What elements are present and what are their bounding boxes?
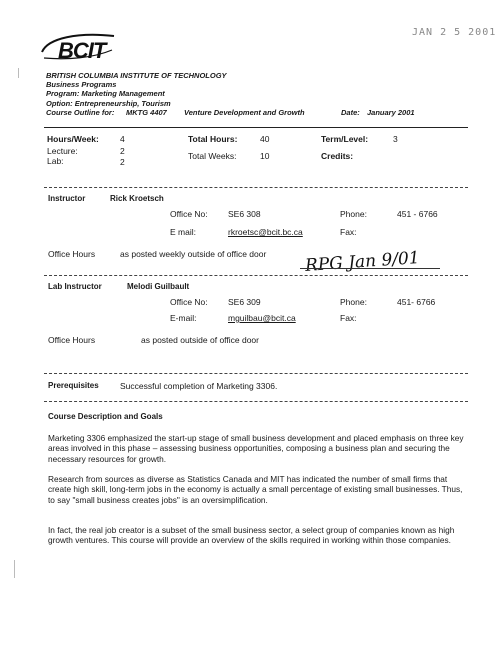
instructor-email-link[interactable]: rkroetsc@bcit.bc.ca [228,227,303,237]
divider [44,127,468,128]
program-line: Program: Marketing Management [46,89,165,98]
total-weeks-value: 10 [260,151,270,161]
lab-office-hours-label: Office Hours [48,335,96,345]
divider [44,187,468,188]
instructor-phone-value: 451 - 6766 [397,209,438,219]
description-paragraph-2: Research from sources as diverse as Statistics Canada and MIT has indicated the number of small firms that create high skill, long-term jobs in the economy is actually a small percentage of existing small businesses. Thus, to say "small business creates jobs" is an oversimplification. [48,474,463,505]
course-description-heading: Course Description and Goals [48,412,163,421]
lab-label: Lab: [47,156,64,166]
term-level-value: 3 [393,134,398,144]
credits-label: Credits: [321,151,354,161]
instructor-office-label: Office No: [170,209,208,219]
received-stamp: JAN 2 5 2001 [412,27,497,38]
handwritten-signature: RPG Jan 9/01 [304,248,421,276]
lab-email-label: E-mail: [170,313,197,323]
lab-email-link[interactable]: mguilbau@bcit.ca [228,313,296,323]
scan-mark [18,68,19,78]
instructor-phone-label: Phone: [340,209,367,219]
description-paragraph-3: In fact, the real job creator is a subset of the small business sector, a select group of companies known as high growth ventures. This course will provide an overview of the skills required in working within those companies. [48,525,455,546]
instructor-fax-label: Fax: [340,227,357,237]
lab-phone-label: Phone: [340,297,367,307]
lecture-value: 2 [120,146,125,156]
hours-week-label: Hours/Week: [47,134,99,144]
course-code: MKTG 4407 [126,108,167,117]
course-title: Venture Development and Growth [184,108,305,117]
instructor-email-label: E mail: [170,227,196,237]
instructor-office-value: SE6 308 [228,209,261,219]
instructor-name: Rick Kroetsch [110,194,164,203]
description-paragraph-1: Marketing 3306 emphasized the start-up stage of small business development and placed emphasis on three key areas involved in this phase – assessing business opportunities, composing a business plan and securing the necessary resources for growth. [48,433,464,464]
total-hours-label: Total Hours: [188,134,238,144]
outline-label: Course Outline for: [46,108,115,117]
divider [44,401,468,402]
option-line: Option: Entrepreneurship, Tourism [46,99,171,108]
total-hours-value: 40 [260,134,270,144]
prerequisites-value: Successful completion of Marketing 3306. [120,381,278,391]
scan-mark [14,560,15,578]
lab-office-label: Office No: [170,297,208,307]
hours-week-value: 4 [120,134,125,144]
lab-instructor-name: Melodi Guilbault [127,282,190,291]
lab-instructor-label: Lab Instructor [48,282,102,291]
signature-stroke [300,268,440,269]
instructor-office-hours-value: as posted weekly outside of office door [120,249,267,259]
date-value: January 2001 [367,108,415,117]
term-level-label: Term/Level: [321,134,369,144]
total-weeks-label: Total Weeks: [188,151,237,161]
divider [44,275,468,276]
lecture-label: Lecture: [47,146,78,156]
lab-office-value: SE6 309 [228,297,261,307]
lab-office-hours-value: as posted outside of office door [141,335,259,345]
business-programs: Business Programs [46,80,117,89]
divider [44,373,468,374]
institute-name: BRITISH COLUMBIA INSTITUTE OF TECHNOLOGY [46,71,227,80]
date-label: Date: [341,108,360,117]
lab-value: 2 [120,157,125,167]
prerequisites-label: Prerequisites [48,381,99,390]
lab-fax-label: Fax: [340,313,357,323]
lab-phone-value: 451- 6766 [397,297,436,307]
instructor-office-hours-label: Office Hours [48,249,96,259]
instructor-label: Instructor [48,194,86,203]
bcit-logo: BCIT [58,38,106,63]
